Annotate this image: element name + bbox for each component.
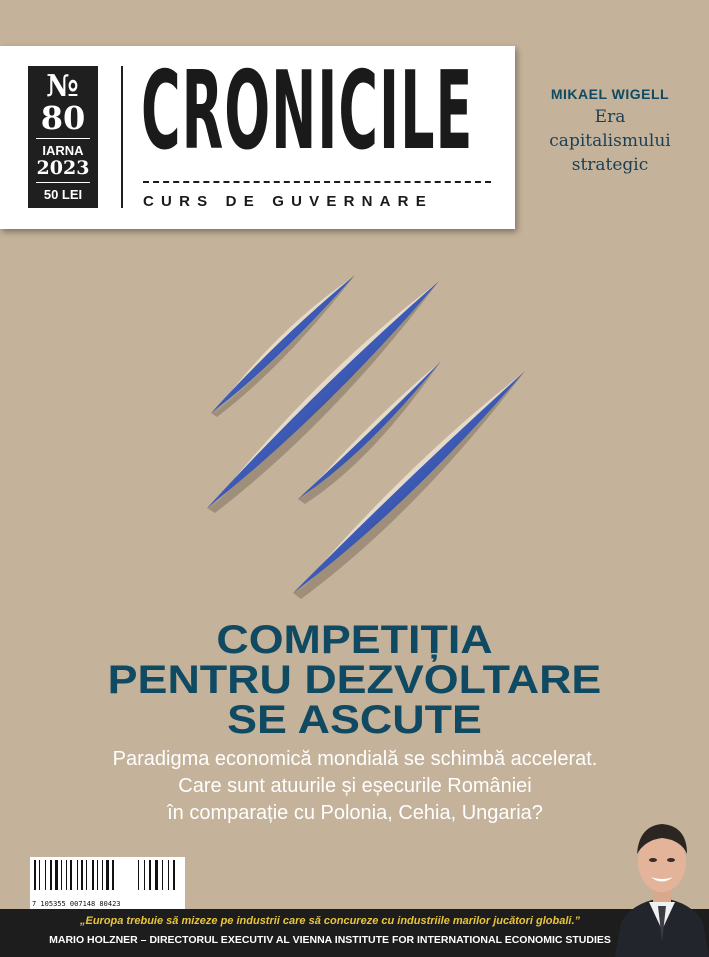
quote-band (0, 909, 709, 957)
cover-headline (0, 620, 709, 740)
issue-year: 2023 (36, 157, 90, 179)
barcode-bar (162, 860, 163, 890)
teaser-title-line: strategic (571, 155, 649, 175)
quote-text: „Europa trebuie să mizeze pe industrii care să concureze cu industriile marilor jucători globali.” (79, 915, 581, 927)
teaser-title (535, 105, 685, 177)
masthead-divider (121, 66, 123, 208)
issue-number-sign: № (46, 69, 80, 104)
issue-number: 80 (40, 99, 86, 137)
issue-season: IARNA (42, 143, 84, 158)
barcode-bar (66, 860, 67, 890)
masthead (0, 46, 515, 229)
barcode-bar (173, 860, 175, 890)
headline-line: SE ASCUTE (227, 698, 482, 742)
barcode-bar (102, 860, 103, 890)
subhead-line: Care sunt atuurile și eșecurile României (178, 775, 532, 797)
portrait-photo (615, 810, 709, 957)
barcode-bar (106, 860, 109, 890)
barcode (30, 857, 185, 909)
magazine-title: CRONICILE (141, 49, 474, 174)
slash-cuts-artwork (195, 265, 540, 610)
barcode-bar (92, 860, 94, 890)
teaser (535, 86, 685, 177)
barcode-graphic (30, 857, 185, 899)
barcode-bar (55, 860, 58, 890)
magazine-subtitle: CURS DE GUVERNARE (143, 193, 433, 210)
headline-line: COMPETIȚIA (216, 618, 493, 662)
barcode-bar (70, 860, 72, 890)
barcode-bar (155, 860, 158, 890)
issue-divider-2 (36, 182, 90, 183)
subhead-line: în comparație cu Polonia, Cehia, Ungaria? (167, 802, 543, 824)
subhead-line: Paradigma economică mondială se schimbă accelerat. (112, 748, 598, 770)
quote-credit: MARIO HOLZNER – DIRECTORUL EXECUTIV AL VIENNA INSTITUTE FOR INTERNATIONAL ECONOMIC STUDIES (49, 934, 611, 946)
barcode-bar (45, 860, 46, 890)
barcode-bar (77, 860, 78, 890)
barcode-bar (168, 860, 169, 890)
issue-price: 50 LEI (43, 187, 83, 202)
cover-subheadline (40, 746, 670, 827)
dashed-rule (143, 181, 491, 183)
teaser-title-line: Era (594, 107, 626, 127)
issue-box (28, 66, 98, 208)
barcode-bar (86, 860, 87, 890)
barcode-bar (138, 860, 139, 890)
headline-line: PENTRU DEZVOLTARE (107, 658, 602, 702)
teaser-title-line: capitalismului (549, 131, 671, 151)
barcode-bar (61, 860, 62, 890)
issue-divider (36, 138, 90, 139)
barcode-bar (149, 860, 151, 890)
barcode-digits: 7 105355 007148 80423 (32, 900, 121, 908)
barcode-bar (34, 860, 36, 890)
barcode-bar (81, 860, 83, 890)
barcode-bar (50, 860, 52, 890)
barcode-bar (112, 860, 114, 890)
teaser-author: MIKAEL WIGELL (550, 86, 670, 102)
barcode-bar (144, 860, 145, 890)
barcode-bar (97, 860, 98, 890)
barcode-bar (39, 860, 40, 890)
